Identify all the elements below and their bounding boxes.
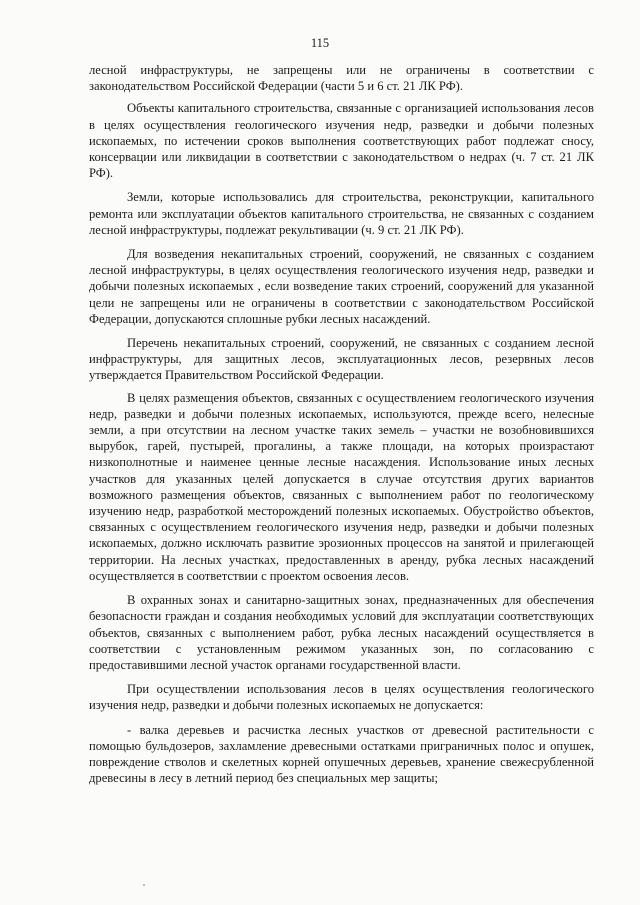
page-number: 115 — [310, 36, 330, 50]
paragraph-8: При осуществлении использования лесов в целях осуществления геологического изучения недр, разведки и добычи полезных ископаемых не допускается: — [89, 682, 594, 713]
document-body — [89, 62, 594, 792]
paragraph-4: Для возведения некапитальных строений, сооружений, не связанных с созданием лесной инфраструктуры, в целях осуществления геологического изучения недр, разведки и добычи полезных ископаемых , если возведение таких строений, сооружений для указанной цели не запрещены или не ограничены в соответствии с законодательством Российской Федерации, допускаются сплошные рубки лесных насаждений. — [89, 247, 594, 326]
paragraph-2: Объекты капитального строительства, связанные с организацией использования лесов в целях осуществления геологического изучения недр, разведки и добычи полезных ископаемых, по истечении сроков выполнения соответствующих работ подлежат сносу, консервации или ликвидации в соответствии с законодательством о недрах (ч. 7 ст. 21 ЛК РФ). — [89, 101, 594, 181]
paragraph-7: В охранных зонах и санитарно-защитных зонах, предназначенных для обеспечения безопасности граждан и создания необходимых условий для эксплуатации соответствующих объектов, связанных с выполнением работ, рубка лесных насаждений осуществляется в соответствии с установленным режимом указанных зон, по согласованию с предоставившими лесной участок органами государственной власти. — [89, 593, 594, 672]
paragraph-1: лесной инфраструктуры, не запрещены или не ограничены в соответствии с законодательством Российской Федерации (части 5 и 6 ст. 21 ЛК РФ). — [89, 63, 594, 94]
paragraph-3: Земли, которые использовались для строительства, реконструкции, капитального ремонта или эксплуатации объектов капитального строительства, не связанных с созданием лесной инфраструктуры, подлежат рекультивации (ч. 9 ст. 21 ЛК РФ). — [89, 190, 594, 237]
paragraph-9: - валка деревьев и расчистка лесных участков от древесной растительности с помощью бульдозеров, захламление древесными остатками приграничных полос и опушек, повреждение стволов и скелетных корней опушечных деревьев, хранение свежесрубленной древесины в лесу в летний период без специальных мер защиты; — [89, 722, 594, 786]
scan-artifact — [143, 884, 145, 886]
paragraph-5: Перечень некапитальных строений, сооружений, не связанных с созданием лесной инфраструктуры, для защитных лесов, эксплуатационных лесов, резервных лесов утверждается Правительством Российской Федерации. — [89, 336, 594, 383]
paragraph-6: В целях размещения объектов, связанных с осуществлением геологического изучения недр, разведки и добычи полезных ископаемых, используются, прежде всего, нелесные земли, а при отсутствии на лесном участке таких земель – участки не возобновившихся вырубок, гарей, пустырей, прогалины, а также площади, на которых произрастают низкополнотные и наименее ценные лесные насаждения. Использование иных лесных участков для указанных целей допускается в случае отсутствия других вариантов возможного размещения объектов, связанных с выполнением работ по геологическому изучению недр, разработкой месторождений полезных ископаемых. Обустройство объектов, связанных с осуществлением геологического изучения недр, разведки и добычи полезных ископаемых, должно исключать развитие эрозионных процессов на занятой и прилегающей территории. На лесных участках, предоставленных в аренду, рубка лесных насаждений осуществляется в соответствии с проектом освоения лесов. — [89, 390, 594, 583]
